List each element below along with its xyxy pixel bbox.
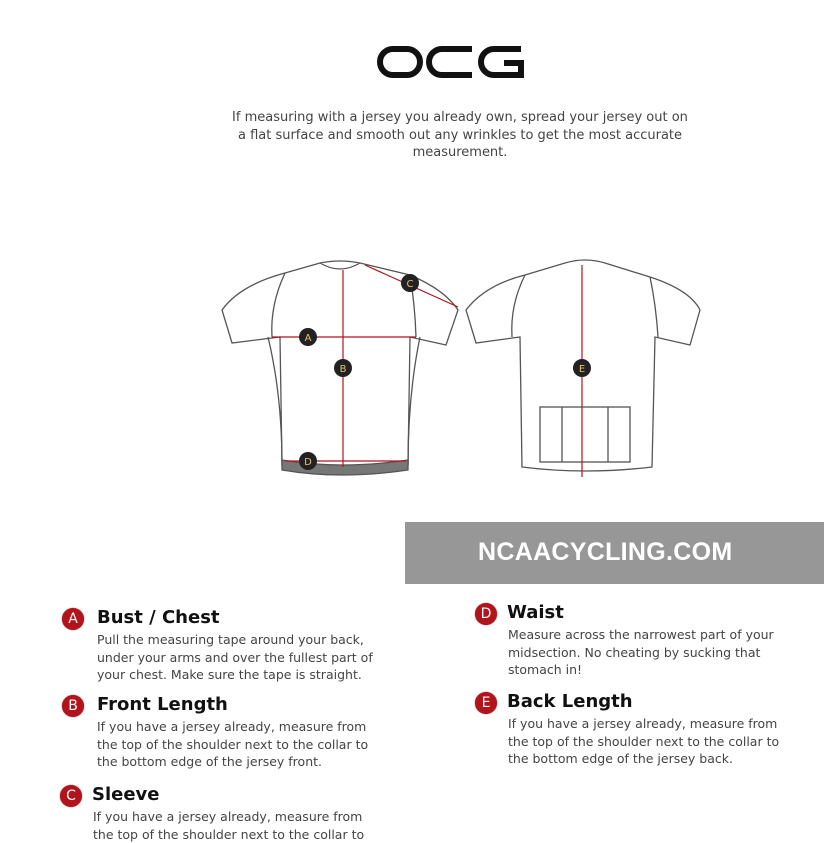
svg-text:B: B xyxy=(339,364,347,375)
svg-text:E: E xyxy=(578,364,586,375)
measure-title: Back Length xyxy=(507,691,633,712)
measure-desc: Pull the measuring tape around your back, under your arms and over the fullest part of your chest. Make sure the tape is straight. xyxy=(97,632,373,682)
badge-a-icon: A xyxy=(62,608,84,630)
badge-b-icon: B xyxy=(62,695,84,717)
badge-d-icon: D xyxy=(475,603,497,625)
badge-e-icon: E xyxy=(475,692,497,714)
svg-text:C: C xyxy=(406,279,414,290)
measure-desc: If you have a jersey already, measure from the top of the shoulder next to the collar to the bottom edge of the jersey back. xyxy=(508,716,780,766)
jersey-diagram xyxy=(210,255,710,490)
measure-title: Bust / Chest xyxy=(97,607,220,628)
measure-title: Sleeve xyxy=(92,784,160,805)
svg-text:A: A xyxy=(304,333,312,344)
measure-desc: If you have a jersey already, measure from the top of the shoulder next to the collar to the bottom edge of the jersey front. xyxy=(97,719,369,769)
intro-text: If measuring with a jersey you already own, spread your jersey out on a flat surface and smooth out any wrinkles to get the most accurate measurement. xyxy=(232,110,688,160)
measure-title: Waist xyxy=(507,602,564,623)
watermark-text: NCAACYCLING.COM xyxy=(478,538,733,566)
svg-text:D: D xyxy=(304,457,312,468)
measure-desc: If you have a jersey already, measure from the top of the shoulder next to the collar to xyxy=(93,809,365,842)
measure-title: Front Length xyxy=(97,694,228,715)
ocg-logo xyxy=(376,44,526,80)
measure-desc: Measure across the narrowest part of your midsection. No cheating by sucking that stomach in! xyxy=(508,627,774,677)
badge-c-icon: C xyxy=(60,785,82,807)
